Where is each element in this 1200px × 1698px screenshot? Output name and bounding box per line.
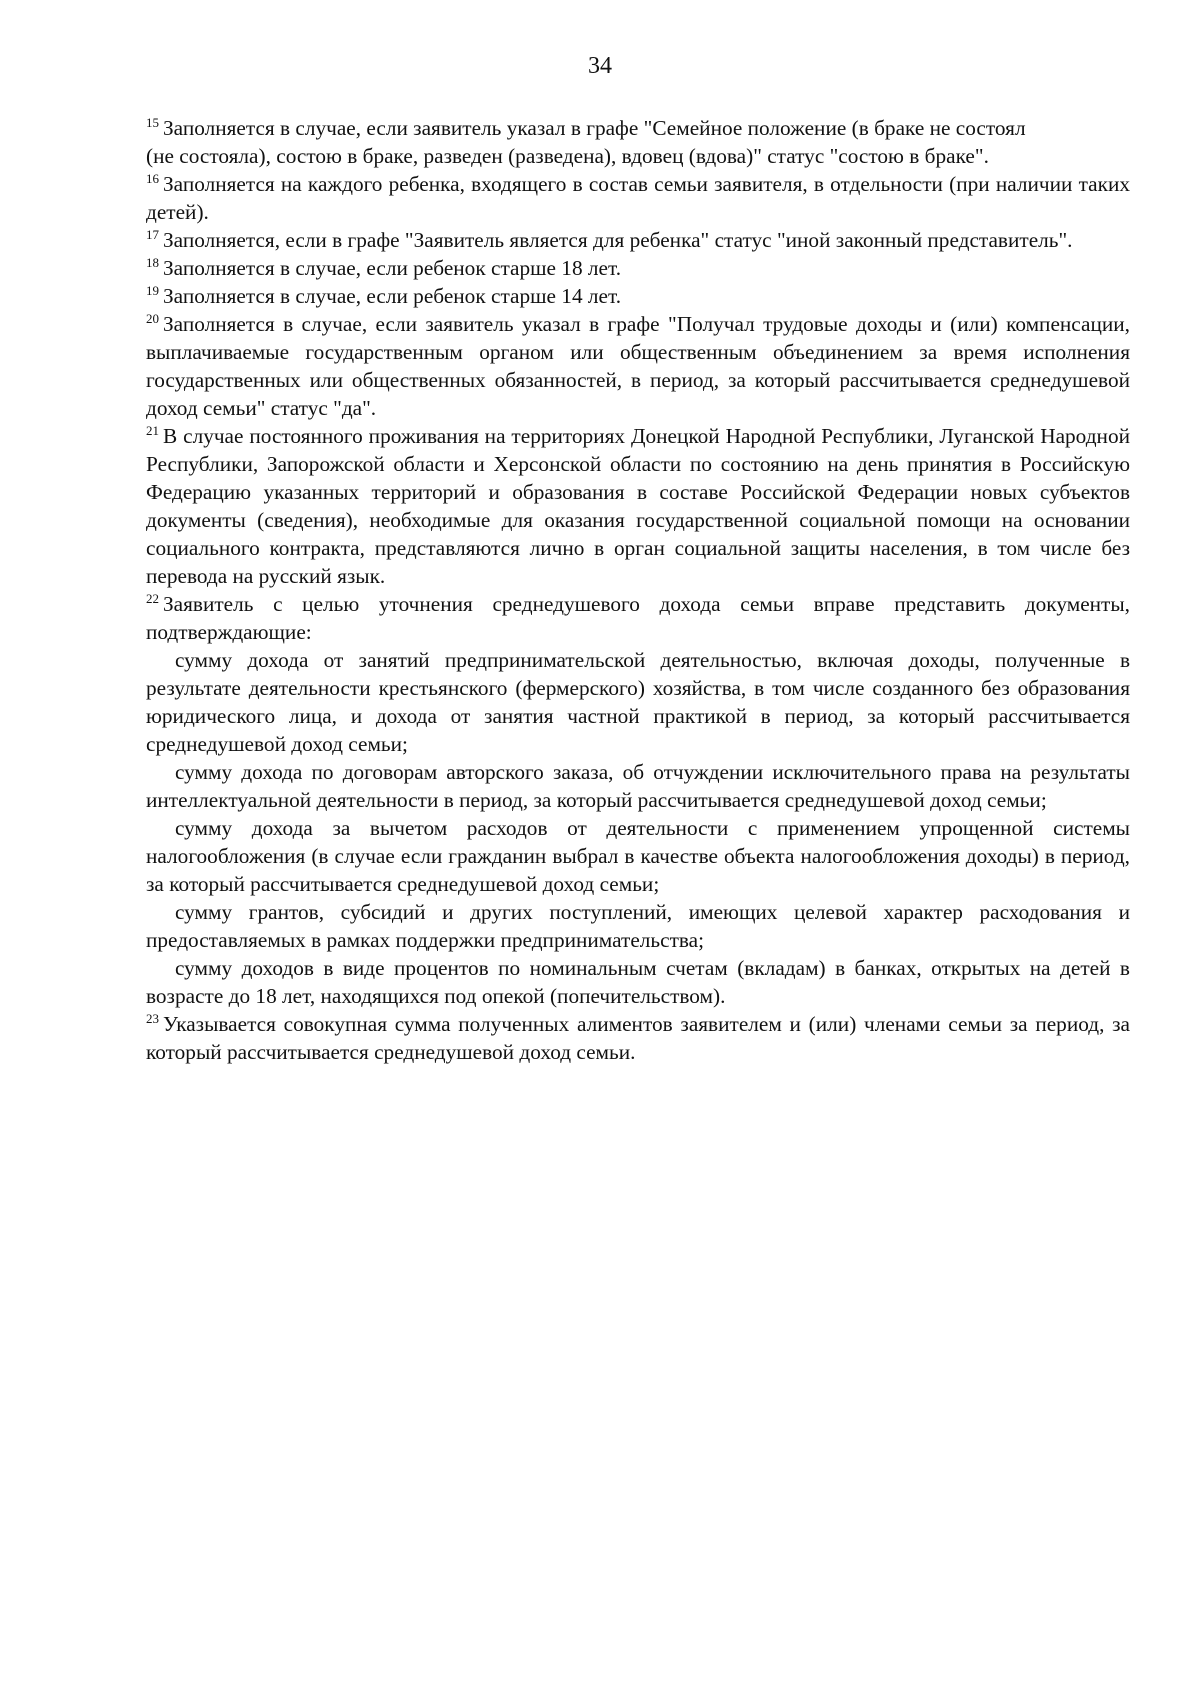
footnotes	[146, 114, 1130, 1066]
footnote-text: Указывается совокупная сумма полученных алиментов заявителем и (или) членами семьи за период, за который рассчитывается среднедушевой доход семьи.	[146, 1012, 1130, 1064]
footnote-15	[146, 114, 1130, 170]
footnote-number: 15	[146, 115, 159, 130]
footnote-22-item: сумму дохода за вычетом расходов от деятельности с применением упрощенной системы налогообложения (в случае если гражданин выбрал в качестве объекта налогообложения доходы) в период, за который рассчитывается среднедушевой доход семьи;	[146, 816, 1130, 896]
footnote-text: Заполняется на каждого ребенка, входящего в состав семьи заявителя, в отдельности (при наличии таких детей).	[146, 172, 1130, 224]
footnote-22	[146, 590, 1130, 646]
footnote-number: 21	[146, 423, 159, 438]
footnote-23	[146, 1010, 1130, 1066]
footnote-22-item: сумму грантов, субсидий и других поступлений, имеющих целевой характер расходования и предоставляемых в рамках поддержки предпринимательства;	[146, 900, 1130, 952]
footnote-text: Заполняется, если в графе "Заявитель является для ребенка" статус "иной законный представитель".	[163, 228, 1073, 252]
footnote-text: Заполняется в случае, если заявитель указал в графе "Получал трудовые доходы и (или) компенсации, выплачиваемые государственным органом или общественным объединением за время исполнения государственных или общественных обязанностей, в период, за который рассчитывается среднедушевой доход семьи" статус "да".	[146, 312, 1130, 420]
footnote-20	[146, 310, 1130, 422]
footnote-18	[146, 254, 1130, 282]
footnote-number: 19	[146, 283, 159, 298]
footnote-number: 18	[146, 255, 159, 270]
footnote-22-item: сумму доходов в виде процентов по номинальным счетам (вкладам) в банках, открытых на детей в возрасте до 18 лет, находящихся под опекой (попечительством).	[146, 956, 1130, 1008]
footnote-16	[146, 170, 1130, 226]
footnote-text-line: Заполняется в случае, если заявитель указал в графе "Семейное положение (в браке не состоял	[163, 116, 1026, 140]
footnote-19	[146, 282, 1130, 310]
footnote-number: 23	[146, 1011, 159, 1026]
footnote-number: 22	[146, 591, 159, 606]
footnote-22-item: сумму дохода по договорам авторского заказа, об отчуждении исключительного права на результаты интеллектуальной деятельности в период, за который рассчитывается среднедушевой доход семьи;	[146, 760, 1130, 812]
footnote-number: 16	[146, 171, 159, 186]
footnote-text: Заполняется в случае, если ребенок старше 14 лет.	[163, 284, 622, 308]
footnote-text: Заявитель с целью уточнения среднедушевого дохода семьи вправе представить документы, подтверждающие:	[146, 592, 1130, 644]
footnote-22-item: сумму дохода от занятий предпринимательской деятельностью, включая доходы, полученные в результате деятельности крестьянского (фермерского) хозяйства, в том числе созданного без образования юридического лица, и дохода от занятия частной практикой в период, за который рассчитывается среднедушевой доход семьи;	[146, 648, 1130, 756]
footnote-text-line: (не состояла), состою в браке, разведен (разведена), вдовец (вдова)" статус "состою в браке".	[146, 144, 989, 168]
footnote-text: Заполняется в случае, если ребенок старше 18 лет.	[163, 256, 622, 280]
footnote-number: 17	[146, 227, 159, 242]
footnote-21	[146, 422, 1130, 590]
footnote-number: 20	[146, 311, 159, 326]
footnote-17	[146, 226, 1130, 254]
footnote-text: В случае постоянного проживания на территориях Донецкой Народной Республики, Луганской Народной Республики, Запорожской области и Херсонской области по состоянию на день принятия в Российскую Федерацию указанных территорий и образования в составе Российской Федерации новых субъектов документы (сведения), необходимые для оказания государственной социальной помощи на основании социального контракта, представляются лично в орган социальной защиты населения, в том числе без перевода на русский язык.	[146, 424, 1130, 588]
page-number: 34	[588, 53, 612, 79]
